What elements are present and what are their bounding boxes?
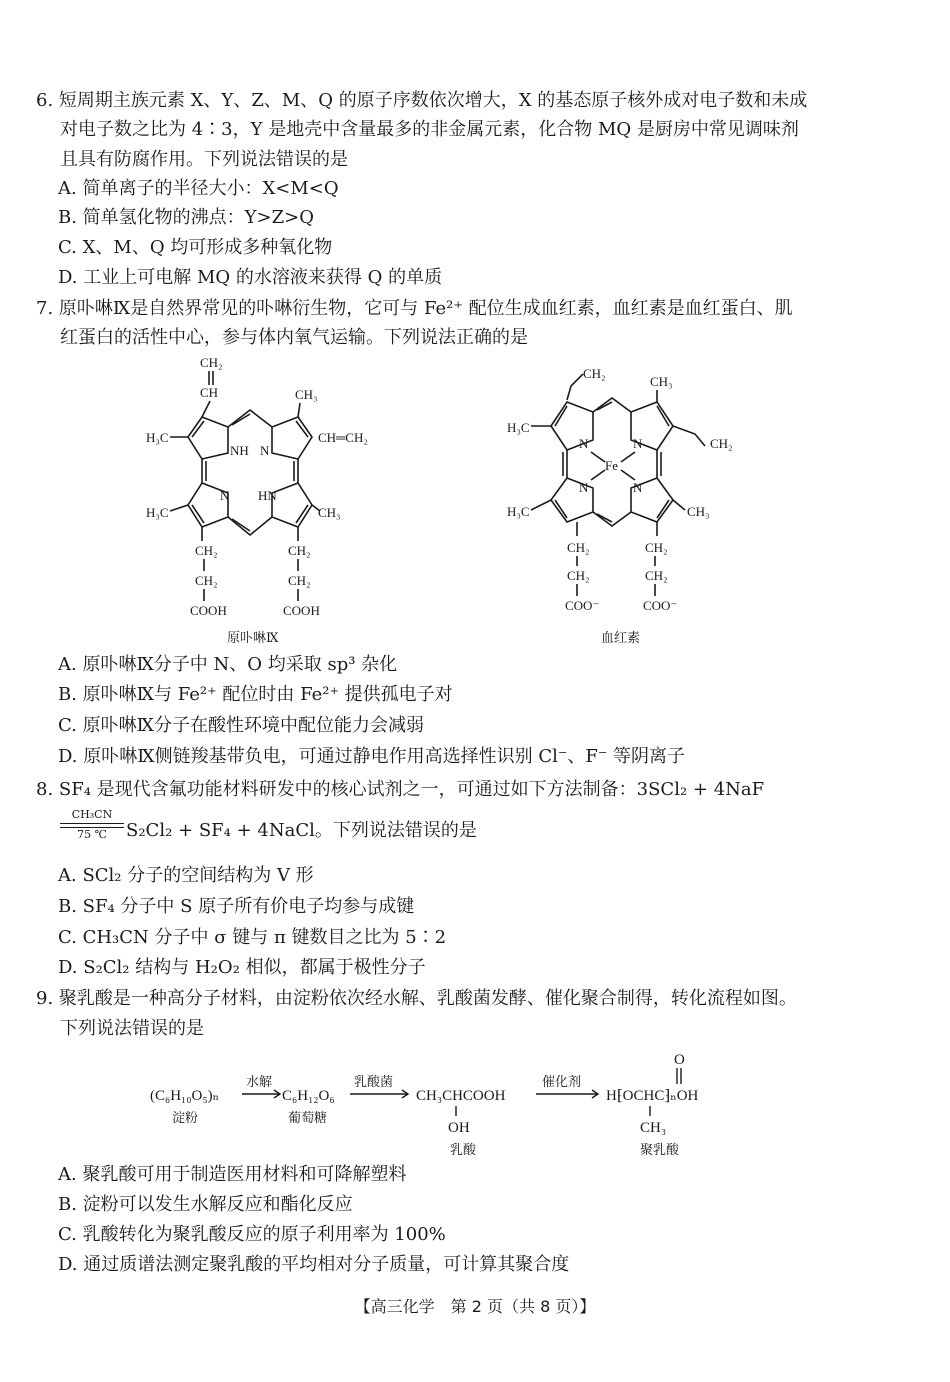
q6-option-c: C. X、M、Q 均可形成多种氧化物 [58, 237, 333, 258]
mol-label: CH₃ [295, 387, 318, 402]
mol-label: CH₂ [200, 355, 223, 370]
q6-stem-line-2: 对电子数之比为 4∶3，Y 是地壳中含量最多的非金属元素，化合物 MQ 是厨房中常见调味剂 [60, 119, 799, 140]
q9-stem-line-2: 下列说法错误的是 [60, 1018, 204, 1039]
mol-label: COOH [190, 603, 227, 618]
pla-carbonyl-o: O [674, 1052, 685, 1068]
q6-option-d: D. 工业上可电解 MQ 的水溶液来获得 Q 的单质 [58, 267, 443, 288]
mol-label: H₃C [507, 420, 530, 435]
protoporphyrin-structure [140, 355, 370, 640]
starch-label: 淀粉 [172, 1110, 199, 1125]
mol-label: CH₂ [288, 543, 311, 558]
mol-label: CH₂ [288, 573, 311, 588]
q9-stem-line-1: 9. 聚乳酸是一种高分子材料，由淀粉依次经水解、乳酸菌发酵、催化聚合制得，转化流程如图。 [36, 988, 797, 1009]
q8-stem-line-1: 8. SF₄ 是现代含氟功能材料研发中的核心试剂之一，可通过如下方法制备：3SCl₂ + 4NaF [36, 779, 765, 800]
reaction-condition [60, 808, 124, 842]
glucose-label: 葡萄糖 [288, 1110, 328, 1125]
mol-label: N [260, 443, 270, 458]
mol-label: N [633, 436, 643, 451]
arrow-hydrolysis-label: 水解 [246, 1074, 273, 1089]
mol-label: CH₂ [645, 540, 668, 555]
lactic-acid-formula: CH₃CHCOOH [416, 1088, 506, 1104]
q7-stem-line-2: 红蛋白的活性中心，参与体内氧气运输。下列说法正确的是 [60, 327, 528, 348]
q7-option-a: A. 原卟啉Ⅸ分子中 N、O 均采取 sp³ 杂化 [58, 654, 398, 675]
mol-label: CH₂ [567, 540, 590, 555]
mol-label: COOH [283, 603, 320, 618]
q9-option-b: B. 淀粉可以发生水解反应和酯化反应 [58, 1194, 353, 1215]
q9-option-a: A. 聚乳酸可用于制造医用材料和可降解塑料 [58, 1164, 407, 1185]
pla-methyl: CH₃ [640, 1120, 667, 1136]
glucose-formula: C₆H₁₂O₆ [282, 1088, 335, 1104]
mol-label: N [633, 480, 643, 495]
q8-option-d: D. S₂Cl₂ 结构与 H₂O₂ 相似，都属于极性分子 [58, 957, 426, 978]
q9-option-d: D. 通过质谱法测定聚乳酸的平均相对分子质量，可计算其聚合度 [58, 1254, 570, 1275]
heme-caption: 血红素 [601, 631, 641, 646]
mol-label: CH₂ [567, 568, 590, 583]
heme-structure [505, 360, 745, 635]
q6-option-a: A. 简单离子的半径大小：X<M<Q [58, 178, 339, 199]
q6-option-b: B. 简单氢化物的沸点：Y>Z>Q [58, 207, 314, 228]
mol-label: CH₂ [645, 568, 668, 583]
pla-label: 聚乳酸 [640, 1142, 680, 1157]
pla-synthesis-scheme [150, 1050, 790, 1160]
q9-option-c: C. 乳酸转化为聚乳酸反应的原子利用率为 100% [58, 1224, 446, 1245]
mol-label: CH₃ [687, 504, 710, 519]
mol-label: Fe [605, 458, 618, 473]
mol-label: CH [200, 385, 219, 400]
arrow-catalyst-label: 催化剂 [542, 1074, 582, 1089]
mol-label: COO⁻ [565, 598, 600, 613]
q6-stem-line-1: 6. 短周期主族元素 X、Y、Z、M、Q 的原子序数依次增大，X 的基态原子核外成对电子数和未成 [36, 90, 808, 111]
starch-formula: (C₆H₁₀O₅)ₙ [150, 1088, 220, 1104]
mol-label: CH₃ [650, 374, 673, 389]
mol-label: NH [230, 443, 249, 458]
mol-label: CH₂ [195, 543, 218, 558]
q7-option-c: C. 原卟啉Ⅸ分子在酸性环境中配位能力会减弱 [58, 715, 424, 736]
mol-label: HN [258, 488, 277, 503]
q7-stem-line-1: 7. 原卟啉Ⅸ是自然界常见的卟啉衍生物，它可与 Fe²⁺ 配位生成血红素，血红素是血红蛋白、肌 [36, 298, 793, 319]
lactic-acid-label: 乳酸 [450, 1142, 477, 1157]
mol-label: CH₃ [318, 505, 341, 520]
q8-option-a: A. SCl₂ 分子的空间结构为 V 形 [58, 865, 314, 886]
mol-label: H₃C [507, 504, 530, 519]
arrow-bacteria-label: 乳酸菌 [354, 1074, 394, 1089]
q8-option-b: B. SF₄ 分子中 S 原子所有价电子均参与成键 [58, 896, 415, 917]
mol-label: N [579, 436, 589, 451]
mol-label: N [579, 480, 589, 495]
mol-label: N [220, 488, 230, 503]
mol-label: CH₂ [710, 436, 733, 451]
mol-label: H₃C [146, 505, 169, 520]
q7-option-d: D. 原卟啉Ⅸ侧链羧基带负电，可通过静电作用高选择性识别 Cl⁻、F⁻ 等阴离子 [58, 746, 686, 767]
condition-solvent: CH₃CN [71, 808, 113, 821]
mol-label: COO⁻ [643, 598, 678, 613]
condition-temperature: 75 ℃ [77, 828, 107, 841]
q6-stem-line-3: 且具有防腐作用。下列说法错误的是 [60, 149, 348, 170]
mol-label: H₃C [146, 430, 169, 445]
mol-label: CH═CH₂ [318, 430, 368, 445]
page-footer: 【高三化学 第 2 页（共 8 页）】 [354, 1297, 596, 1316]
mol-label: CH₂ [195, 573, 218, 588]
q7-option-b: B. 原卟啉Ⅸ与 Fe²⁺ 配位时由 Fe²⁺ 提供孤电子对 [58, 684, 453, 705]
q8-option-c: C. CH₃CN 分子中 σ 键与 π 键数目之比为 5∶2 [58, 927, 447, 948]
q8-stem-line-2: S₂Cl₂ + SF₄ + 4NaCl。下列说法错误的是 [126, 820, 477, 841]
lactic-acid-oh: OH [448, 1120, 470, 1136]
mol-label: CH₂ [583, 366, 606, 381]
protoporphyrin-caption: 原卟啉Ⅸ [227, 631, 279, 646]
pla-formula: H⁅OCHC⁆ₙOH [606, 1088, 699, 1104]
